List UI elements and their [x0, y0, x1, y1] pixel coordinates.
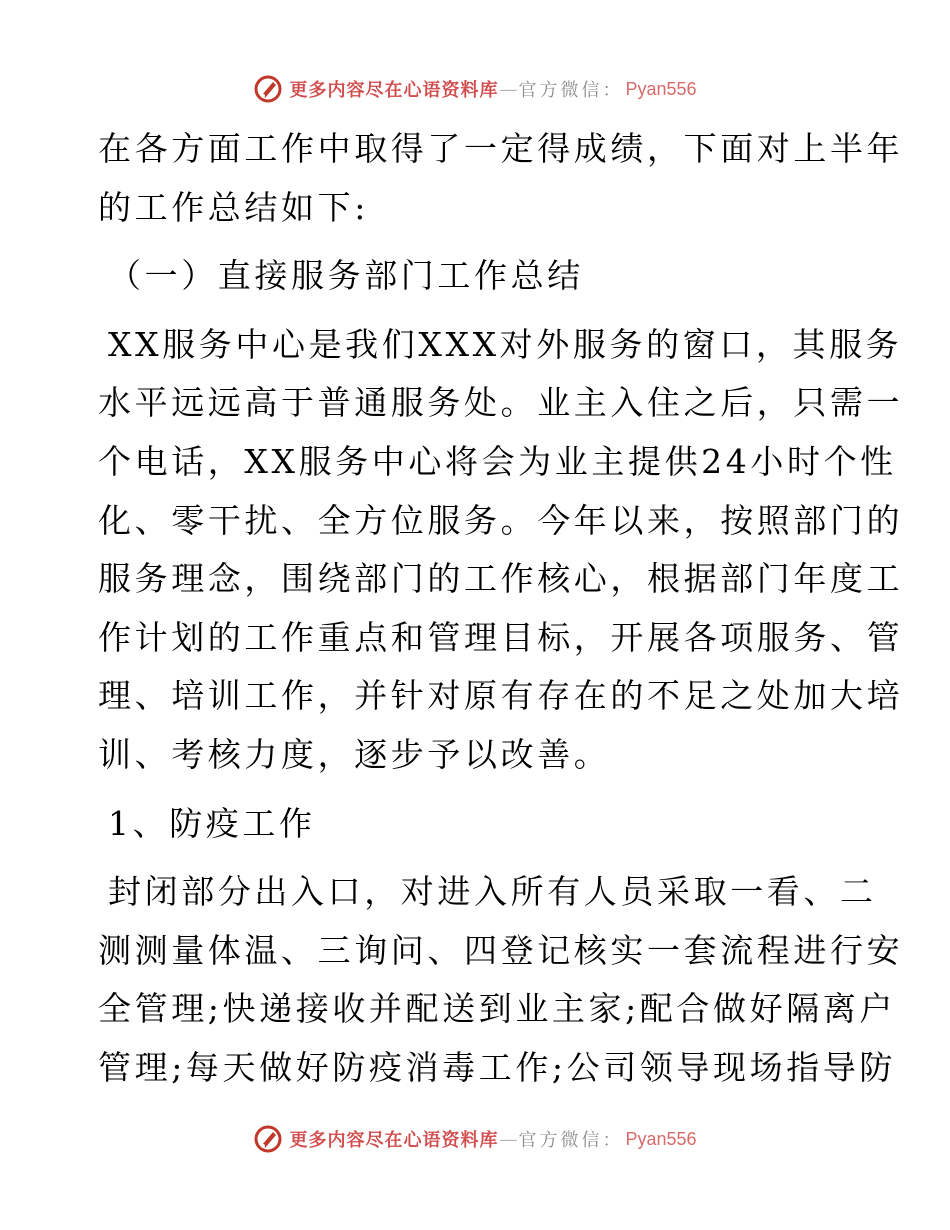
text-line: 化、零干扰、全方位服务。今年以来，按照部门的	[98, 500, 904, 540]
text-line: 在各方面工作中取得了一定得成绩，下面对上半年	[98, 129, 904, 168]
text-line: XX服务中心是我们XXX对外服务的窗口，其服务	[108, 324, 903, 364]
banner-wechat-handle: Pyan556	[625, 1128, 697, 1149]
text-line: 理、培训工作，并针对原有存在的不足之处加大培	[98, 676, 904, 716]
text-line: 服务理念，围绕部门的工作核心，根据部门年度工	[98, 559, 904, 599]
banner-main-text: 更多内容尽在心语资料库	[289, 1130, 499, 1151]
text-line: 的工作总结如下:	[98, 187, 369, 227]
text-line: 作计划的工作重点和管理目标，开展各项服务、管	[98, 617, 904, 657]
sub-heading	[98, 795, 858, 854]
banner-dash: —	[499, 78, 518, 100]
document-body	[98, 120, 904, 1098]
text-line: 管理;每天做好防疫消毒工作;公司领导现场指导防	[98, 1047, 897, 1087]
paragraph	[98, 863, 904, 1097]
text-line: 个电话，XX服务中心将会为业主提供24小时个性	[98, 441, 897, 481]
section-heading	[98, 247, 858, 306]
banner-official-text: 官方微信：	[518, 1130, 624, 1151]
footer-banner	[0, 1122, 950, 1156]
text-line: 全管理;快递接收并配送到业主家;配合做好隔离户	[98, 989, 897, 1029]
text-line: 水平远远高于普通服务处。业主入住之后，只需一	[98, 383, 904, 423]
paragraph	[98, 316, 904, 785]
header-banner	[0, 72, 950, 106]
banner-wechat-handle: Pyan556	[625, 78, 697, 99]
text-line: 1、防疫工作	[108, 803, 316, 843]
pen-logo-icon	[253, 74, 283, 104]
pen-logo-icon	[253, 1124, 283, 1154]
text-line: 训、考核力度，逐步予以改善。	[98, 734, 611, 774]
banner-dash: —	[499, 1128, 518, 1150]
banner-official-text: 官方微信：	[518, 80, 624, 101]
text-line: （一）直接服务部门工作总结	[108, 256, 584, 296]
paragraph	[98, 120, 904, 237]
text-line: 测测量体温、三询问、四登记核实一套流程进行安	[98, 930, 904, 970]
text-line: 封闭部分出入口，对进入所有人员采取一看、二	[108, 872, 877, 912]
banner-main-text: 更多内容尽在心语资料库	[289, 80, 499, 101]
